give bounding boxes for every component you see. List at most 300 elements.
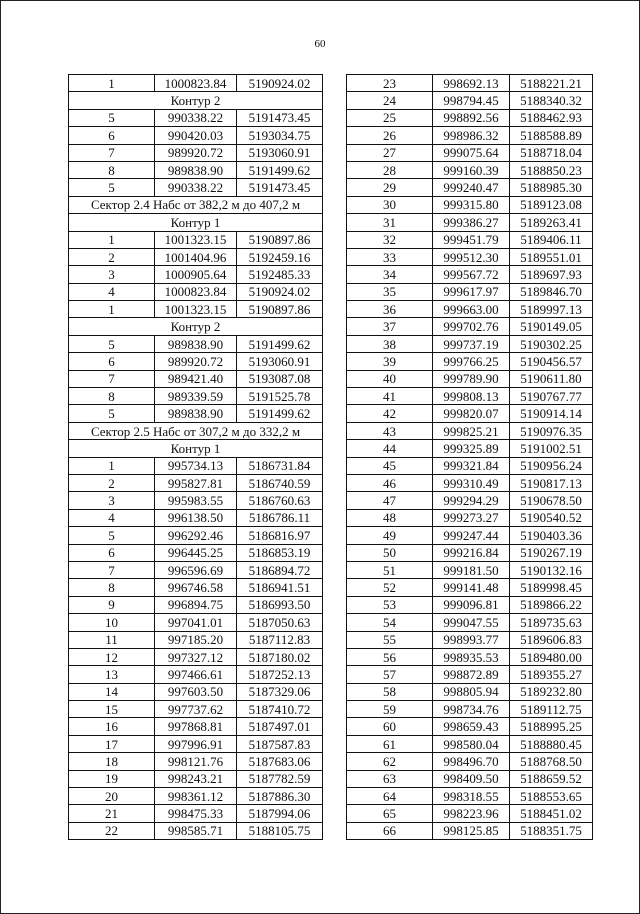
x-coordinate: 990338.22 xyxy=(155,109,237,126)
y-coordinate: 5187252.13 xyxy=(237,666,323,683)
x-coordinate: 999663.00 xyxy=(433,301,510,318)
point-number: 2 xyxy=(69,474,155,491)
point-number: 24 xyxy=(347,92,433,109)
y-coordinate: 5188588.89 xyxy=(510,127,593,144)
x-coordinate: 989838.90 xyxy=(155,335,237,352)
point-number: 58 xyxy=(347,683,433,700)
point-number: 45 xyxy=(347,457,433,474)
table-row xyxy=(347,405,593,422)
y-coordinate: 5188880.45 xyxy=(510,735,593,752)
table-row xyxy=(69,666,323,683)
x-coordinate: 989920.72 xyxy=(155,144,237,161)
x-coordinate: 999386.27 xyxy=(433,214,510,231)
point-number: 47 xyxy=(347,492,433,509)
x-coordinate: 999075.64 xyxy=(433,144,510,161)
y-coordinate: 5189355.27 xyxy=(510,666,593,683)
table-row xyxy=(347,666,593,683)
y-coordinate: 5190611.80 xyxy=(510,370,593,387)
x-coordinate: 997996.91 xyxy=(155,735,237,752)
point-number: 60 xyxy=(347,718,433,735)
x-coordinate: 999294.29 xyxy=(433,492,510,509)
point-number: 51 xyxy=(347,561,433,578)
point-number: 43 xyxy=(347,422,433,439)
x-coordinate: 997041.01 xyxy=(155,614,237,631)
point-number: 2 xyxy=(69,248,155,265)
table-row xyxy=(69,735,323,752)
section-header: Контур 1 xyxy=(69,214,323,231)
x-coordinate: 998361.12 xyxy=(155,788,237,805)
coordinates-table-right xyxy=(346,74,593,840)
table-row xyxy=(347,701,593,718)
table-row xyxy=(69,527,323,544)
point-number: 22 xyxy=(69,822,155,839)
section-header-row xyxy=(69,422,323,439)
y-coordinate: 5189846.70 xyxy=(510,283,593,300)
x-coordinate: 999240.47 xyxy=(433,179,510,196)
section-header: Контур 2 xyxy=(69,92,323,109)
table-row xyxy=(347,370,593,387)
table-row xyxy=(347,822,593,839)
x-coordinate: 999141.48 xyxy=(433,579,510,596)
x-coordinate: 1000823.84 xyxy=(155,283,237,300)
y-coordinate: 5189112.75 xyxy=(510,701,593,718)
point-number: 27 xyxy=(347,144,433,161)
table-row xyxy=(69,127,323,144)
point-number: 1 xyxy=(69,301,155,318)
point-number: 37 xyxy=(347,318,433,335)
x-coordinate: 998585.71 xyxy=(155,822,237,839)
y-coordinate: 5186731.84 xyxy=(237,457,323,474)
x-coordinate: 996596.69 xyxy=(155,561,237,578)
point-number: 8 xyxy=(69,579,155,596)
x-coordinate: 999567.72 xyxy=(433,266,510,283)
point-number: 35 xyxy=(347,283,433,300)
y-coordinate: 5189406.11 xyxy=(510,231,593,248)
table-row xyxy=(69,231,323,248)
table-row xyxy=(69,388,323,405)
table-row xyxy=(69,509,323,526)
y-coordinate: 5190302.25 xyxy=(510,335,593,352)
x-coordinate: 996292.46 xyxy=(155,527,237,544)
y-coordinate: 5190149.05 xyxy=(510,318,593,335)
y-coordinate: 5190924.02 xyxy=(237,75,323,92)
table-row xyxy=(347,509,593,526)
table-row xyxy=(69,179,323,196)
y-coordinate: 5188221.21 xyxy=(510,75,593,92)
y-coordinate: 5186941.51 xyxy=(237,579,323,596)
table-row xyxy=(347,109,593,126)
table-row xyxy=(347,214,593,231)
y-coordinate: 5190456.57 xyxy=(510,353,593,370)
table-row xyxy=(347,492,593,509)
y-coordinate: 5187587.83 xyxy=(237,735,323,752)
point-number: 5 xyxy=(69,405,155,422)
x-coordinate: 999820.07 xyxy=(433,405,510,422)
point-number: 52 xyxy=(347,579,433,596)
x-coordinate: 1001404.96 xyxy=(155,248,237,265)
table-row xyxy=(69,822,323,839)
y-coordinate: 5189123.08 xyxy=(510,196,593,213)
table-row xyxy=(347,388,593,405)
y-coordinate: 5191525.78 xyxy=(237,388,323,405)
x-coordinate: 998872.89 xyxy=(433,666,510,683)
point-number: 3 xyxy=(69,266,155,283)
table-row xyxy=(69,648,323,665)
table-row xyxy=(347,474,593,491)
x-coordinate: 998409.50 xyxy=(433,770,510,787)
x-coordinate: 999451.79 xyxy=(433,231,510,248)
x-coordinate: 997185.20 xyxy=(155,631,237,648)
y-coordinate: 5188351.75 xyxy=(510,822,593,839)
table-row xyxy=(69,457,323,474)
table-row xyxy=(69,701,323,718)
x-coordinate: 998243.21 xyxy=(155,770,237,787)
point-number: 5 xyxy=(69,527,155,544)
x-coordinate: 999160.39 xyxy=(433,161,510,178)
table-row xyxy=(347,735,593,752)
x-coordinate: 999702.76 xyxy=(433,318,510,335)
table-row xyxy=(347,179,593,196)
y-coordinate: 5188850.23 xyxy=(510,161,593,178)
table-row xyxy=(69,248,323,265)
point-number: 1 xyxy=(69,75,155,92)
x-coordinate: 989838.90 xyxy=(155,405,237,422)
point-number: 62 xyxy=(347,753,433,770)
x-coordinate: 998993.77 xyxy=(433,631,510,648)
point-number: 7 xyxy=(69,144,155,161)
x-coordinate: 999310.49 xyxy=(433,474,510,491)
table-row xyxy=(69,753,323,770)
point-number: 7 xyxy=(69,370,155,387)
point-number: 5 xyxy=(69,179,155,196)
x-coordinate: 999766.25 xyxy=(433,353,510,370)
y-coordinate: 5188985.30 xyxy=(510,179,593,196)
y-coordinate: 5186760.63 xyxy=(237,492,323,509)
x-coordinate: 998223.96 xyxy=(433,805,510,822)
table-row xyxy=(69,579,323,596)
y-coordinate: 5188768.50 xyxy=(510,753,593,770)
table-row xyxy=(69,492,323,509)
point-number: 31 xyxy=(347,214,433,231)
y-coordinate: 5189263.41 xyxy=(510,214,593,231)
point-number: 4 xyxy=(69,509,155,526)
y-coordinate: 5189606.83 xyxy=(510,631,593,648)
point-number: 38 xyxy=(347,335,433,352)
point-number: 41 xyxy=(347,388,433,405)
y-coordinate: 5193087.08 xyxy=(237,370,323,387)
x-coordinate: 1000823.84 xyxy=(155,75,237,92)
x-coordinate: 998659.43 xyxy=(433,718,510,735)
table-row xyxy=(69,283,323,300)
y-coordinate: 5192485.33 xyxy=(237,266,323,283)
section-header: Сектор 2.4 Набс от 382,2 м до 407,2 м xyxy=(69,196,323,213)
point-number: 1 xyxy=(69,231,155,248)
x-coordinate: 1001323.15 xyxy=(155,231,237,248)
point-number: 36 xyxy=(347,301,433,318)
point-number: 49 xyxy=(347,527,433,544)
y-coordinate: 5186740.59 xyxy=(237,474,323,491)
point-number: 32 xyxy=(347,231,433,248)
x-coordinate: 989339.59 xyxy=(155,388,237,405)
table-row xyxy=(347,527,593,544)
x-coordinate: 997466.61 xyxy=(155,666,237,683)
x-coordinate: 999808.13 xyxy=(433,388,510,405)
coordinates-table-left xyxy=(68,74,323,840)
y-coordinate: 5190403.36 xyxy=(510,527,593,544)
point-number: 30 xyxy=(347,196,433,213)
point-number: 46 xyxy=(347,474,433,491)
x-coordinate: 999321.84 xyxy=(433,457,510,474)
y-coordinate: 5188340.32 xyxy=(510,92,593,109)
x-coordinate: 1000905.64 xyxy=(155,266,237,283)
table-row xyxy=(347,231,593,248)
table-row xyxy=(347,301,593,318)
table-row xyxy=(69,144,323,161)
y-coordinate: 5190132.16 xyxy=(510,561,593,578)
y-coordinate: 5188995.25 xyxy=(510,718,593,735)
table-row xyxy=(347,788,593,805)
table-row xyxy=(347,683,593,700)
table-row xyxy=(347,579,593,596)
x-coordinate: 999273.27 xyxy=(433,509,510,526)
y-coordinate: 5189866.22 xyxy=(510,596,593,613)
x-coordinate: 999617.97 xyxy=(433,283,510,300)
table-row xyxy=(347,266,593,283)
point-number: 1 xyxy=(69,457,155,474)
x-coordinate: 999216.84 xyxy=(433,544,510,561)
x-coordinate: 999181.50 xyxy=(433,561,510,578)
table-row xyxy=(69,596,323,613)
page-number: 60 xyxy=(314,38,326,50)
section-header: Контур 1 xyxy=(69,440,323,457)
x-coordinate: 996894.75 xyxy=(155,596,237,613)
y-coordinate: 5192459.16 xyxy=(237,248,323,265)
x-coordinate: 997603.50 xyxy=(155,683,237,700)
point-number: 18 xyxy=(69,753,155,770)
y-coordinate: 5190540.52 xyxy=(510,509,593,526)
table-row xyxy=(347,92,593,109)
table-row xyxy=(347,318,593,335)
x-coordinate: 989920.72 xyxy=(155,353,237,370)
x-coordinate: 999247.44 xyxy=(433,527,510,544)
x-coordinate: 999325.89 xyxy=(433,440,510,457)
table-row xyxy=(347,614,593,631)
x-coordinate: 996746.58 xyxy=(155,579,237,596)
table-row xyxy=(347,440,593,457)
x-coordinate: 999512.30 xyxy=(433,248,510,265)
x-coordinate: 998692.13 xyxy=(433,75,510,92)
y-coordinate: 5191002.51 xyxy=(510,440,593,457)
point-number: 42 xyxy=(347,405,433,422)
y-coordinate: 5190914.14 xyxy=(510,405,593,422)
section-header-row xyxy=(69,92,323,109)
point-number: 6 xyxy=(69,353,155,370)
point-number: 65 xyxy=(347,805,433,822)
y-coordinate: 5186816.97 xyxy=(237,527,323,544)
y-coordinate: 5187994.06 xyxy=(237,805,323,822)
table-row xyxy=(347,161,593,178)
x-coordinate: 989421.40 xyxy=(155,370,237,387)
y-coordinate: 5189997.13 xyxy=(510,301,593,318)
x-coordinate: 997327.12 xyxy=(155,648,237,665)
x-coordinate: 997737.62 xyxy=(155,701,237,718)
y-coordinate: 5186853.19 xyxy=(237,544,323,561)
point-number: 39 xyxy=(347,353,433,370)
x-coordinate: 995734.13 xyxy=(155,457,237,474)
point-number: 12 xyxy=(69,648,155,665)
x-coordinate: 998794.45 xyxy=(433,92,510,109)
y-coordinate: 5190924.02 xyxy=(237,283,323,300)
x-coordinate: 998892.56 xyxy=(433,109,510,126)
point-number: 5 xyxy=(69,109,155,126)
x-coordinate: 996445.25 xyxy=(155,544,237,561)
table-row xyxy=(347,127,593,144)
y-coordinate: 5191499.62 xyxy=(237,161,323,178)
x-coordinate: 998580.04 xyxy=(433,735,510,752)
y-coordinate: 5191499.62 xyxy=(237,335,323,352)
y-coordinate: 5190767.77 xyxy=(510,388,593,405)
point-number: 54 xyxy=(347,614,433,631)
point-number: 16 xyxy=(69,718,155,735)
y-coordinate: 5189697.93 xyxy=(510,266,593,283)
table-row xyxy=(69,75,323,92)
point-number: 10 xyxy=(69,614,155,631)
y-coordinate: 5190817.13 xyxy=(510,474,593,491)
table-row xyxy=(69,109,323,126)
table-row xyxy=(69,335,323,352)
table-row xyxy=(347,353,593,370)
point-number: 19 xyxy=(69,770,155,787)
y-coordinate: 5188105.75 xyxy=(237,822,323,839)
x-coordinate: 998318.55 xyxy=(433,788,510,805)
point-number: 23 xyxy=(347,75,433,92)
y-coordinate: 5188553.65 xyxy=(510,788,593,805)
table-row xyxy=(69,301,323,318)
table-row xyxy=(347,770,593,787)
table-row xyxy=(69,805,323,822)
y-coordinate: 5193034.75 xyxy=(237,127,323,144)
coordinates-table-left-body xyxy=(69,75,323,840)
y-coordinate: 5187886.30 xyxy=(237,788,323,805)
table-row xyxy=(69,788,323,805)
table-row xyxy=(347,75,593,92)
point-number: 7 xyxy=(69,561,155,578)
y-coordinate: 5189551.01 xyxy=(510,248,593,265)
x-coordinate: 998121.76 xyxy=(155,753,237,770)
table-row xyxy=(347,596,593,613)
section-header: Сектор 2.5 Набс от 307,2 м до 332,2 м xyxy=(69,422,323,439)
x-coordinate: 998986.32 xyxy=(433,127,510,144)
y-coordinate: 5189735.63 xyxy=(510,614,593,631)
y-coordinate: 5187782.59 xyxy=(237,770,323,787)
x-coordinate: 998475.33 xyxy=(155,805,237,822)
point-number: 40 xyxy=(347,370,433,387)
y-coordinate: 5188659.52 xyxy=(510,770,593,787)
y-coordinate: 5188462.93 xyxy=(510,109,593,126)
point-number: 9 xyxy=(69,596,155,613)
point-number: 29 xyxy=(347,179,433,196)
y-coordinate: 5193060.91 xyxy=(237,144,323,161)
y-coordinate: 5186786.11 xyxy=(237,509,323,526)
table-row xyxy=(347,248,593,265)
table-row xyxy=(69,631,323,648)
y-coordinate: 5190267.19 xyxy=(510,544,593,561)
x-coordinate: 999737.19 xyxy=(433,335,510,352)
point-number: 44 xyxy=(347,440,433,457)
point-number: 17 xyxy=(69,735,155,752)
x-coordinate: 999047.55 xyxy=(433,614,510,631)
y-coordinate: 5190897.86 xyxy=(237,231,323,248)
y-coordinate: 5190678.50 xyxy=(510,492,593,509)
point-number: 55 xyxy=(347,631,433,648)
point-number: 6 xyxy=(69,544,155,561)
x-coordinate: 999789.90 xyxy=(433,370,510,387)
x-coordinate: 998734.76 xyxy=(433,701,510,718)
y-coordinate: 5191473.45 xyxy=(237,109,323,126)
x-coordinate: 998805.94 xyxy=(433,683,510,700)
point-number: 13 xyxy=(69,666,155,683)
x-coordinate: 996138.50 xyxy=(155,509,237,526)
point-number: 57 xyxy=(347,666,433,683)
x-coordinate: 998496.70 xyxy=(433,753,510,770)
table-row xyxy=(347,283,593,300)
point-number: 15 xyxy=(69,701,155,718)
point-number: 6 xyxy=(69,127,155,144)
section-header-row xyxy=(69,196,323,213)
table-row xyxy=(347,422,593,439)
y-coordinate: 5186894.72 xyxy=(237,561,323,578)
point-number: 8 xyxy=(69,161,155,178)
point-number: 28 xyxy=(347,161,433,178)
x-coordinate: 989838.90 xyxy=(155,161,237,178)
table-row xyxy=(69,266,323,283)
point-number: 48 xyxy=(347,509,433,526)
point-number: 53 xyxy=(347,596,433,613)
table-row xyxy=(69,718,323,735)
table-row xyxy=(347,753,593,770)
y-coordinate: 5189480.00 xyxy=(510,648,593,665)
y-coordinate: 5190897.86 xyxy=(237,301,323,318)
x-coordinate: 990338.22 xyxy=(155,179,237,196)
table-row xyxy=(69,544,323,561)
y-coordinate: 5187112.83 xyxy=(237,631,323,648)
section-header-row xyxy=(69,318,323,335)
table-row xyxy=(347,561,593,578)
point-number: 3 xyxy=(69,492,155,509)
x-coordinate: 995827.81 xyxy=(155,474,237,491)
table-row xyxy=(69,370,323,387)
table-row xyxy=(347,544,593,561)
x-coordinate: 990420.03 xyxy=(155,127,237,144)
point-number: 20 xyxy=(69,788,155,805)
point-number: 59 xyxy=(347,701,433,718)
table-row xyxy=(347,805,593,822)
table-row xyxy=(69,683,323,700)
table-row xyxy=(69,353,323,370)
table-row xyxy=(69,161,323,178)
y-coordinate: 5187180.02 xyxy=(237,648,323,665)
point-number: 11 xyxy=(69,631,155,648)
y-coordinate: 5187050.63 xyxy=(237,614,323,631)
y-coordinate: 5186993.50 xyxy=(237,596,323,613)
point-number: 26 xyxy=(347,127,433,144)
x-coordinate: 999825.21 xyxy=(433,422,510,439)
x-coordinate: 995983.55 xyxy=(155,492,237,509)
y-coordinate: 5187683.06 xyxy=(237,753,323,770)
point-number: 34 xyxy=(347,266,433,283)
point-number: 21 xyxy=(69,805,155,822)
point-number: 56 xyxy=(347,648,433,665)
